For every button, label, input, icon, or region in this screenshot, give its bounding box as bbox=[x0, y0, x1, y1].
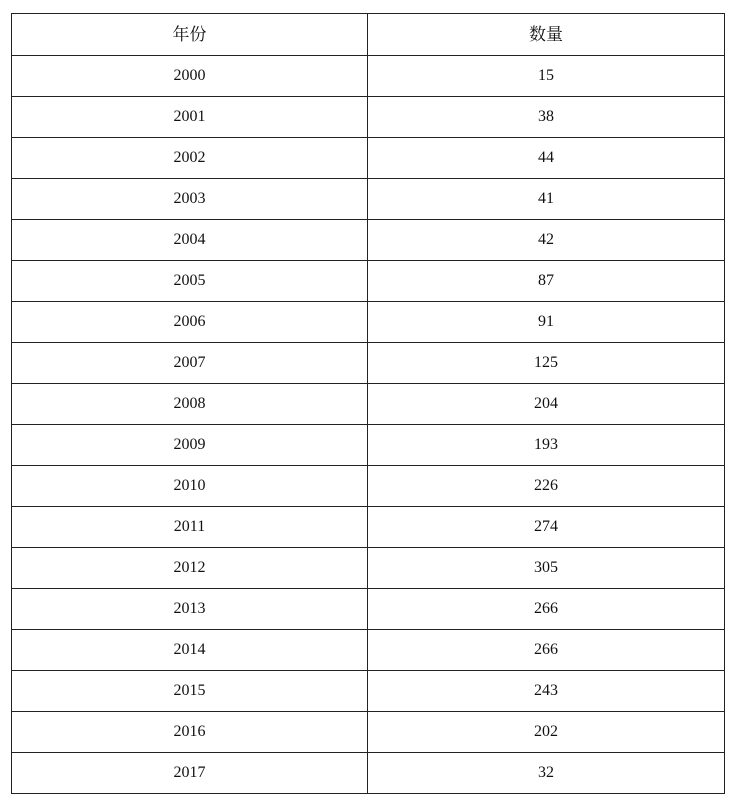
data-table bbox=[11, 13, 725, 794]
table-row bbox=[12, 56, 725, 97]
count-cell: 87 bbox=[368, 261, 725, 302]
table-row bbox=[12, 138, 725, 179]
table-row bbox=[12, 425, 725, 466]
table-row bbox=[12, 302, 725, 343]
count-cell: 202 bbox=[368, 712, 725, 753]
year-cell: 2014 bbox=[12, 630, 368, 671]
year-cell: 2010 bbox=[12, 466, 368, 507]
year-cell: 2007 bbox=[12, 343, 368, 384]
table-body bbox=[12, 56, 725, 794]
count-cell: 274 bbox=[368, 507, 725, 548]
table-row bbox=[12, 507, 725, 548]
header-year: 年份 bbox=[12, 14, 368, 56]
header-count: 数量 bbox=[368, 14, 725, 56]
count-cell: 243 bbox=[368, 671, 725, 712]
count-cell: 305 bbox=[368, 548, 725, 589]
year-cell: 2001 bbox=[12, 97, 368, 138]
count-cell: 38 bbox=[368, 97, 725, 138]
table-row bbox=[12, 466, 725, 507]
year-cell: 2003 bbox=[12, 179, 368, 220]
count-cell: 41 bbox=[368, 179, 725, 220]
year-cell: 2017 bbox=[12, 753, 368, 794]
count-cell: 204 bbox=[368, 384, 725, 425]
table-header-row bbox=[12, 14, 725, 56]
year-cell: 2016 bbox=[12, 712, 368, 753]
year-cell: 2000 bbox=[12, 56, 368, 97]
year-cell: 2013 bbox=[12, 589, 368, 630]
count-cell: 266 bbox=[368, 630, 725, 671]
table-row bbox=[12, 548, 725, 589]
count-cell: 226 bbox=[368, 466, 725, 507]
year-cell: 2002 bbox=[12, 138, 368, 179]
year-cell: 2011 bbox=[12, 507, 368, 548]
year-cell: 2009 bbox=[12, 425, 368, 466]
table-row bbox=[12, 630, 725, 671]
table-row bbox=[12, 261, 725, 302]
table-row bbox=[12, 753, 725, 794]
count-cell: 44 bbox=[368, 138, 725, 179]
year-cell: 2006 bbox=[12, 302, 368, 343]
table-row bbox=[12, 220, 725, 261]
year-cell: 2008 bbox=[12, 384, 368, 425]
year-cell: 2012 bbox=[12, 548, 368, 589]
table-row bbox=[12, 97, 725, 138]
table-row bbox=[12, 384, 725, 425]
year-cell: 2005 bbox=[12, 261, 368, 302]
table-row bbox=[12, 589, 725, 630]
count-cell: 15 bbox=[368, 56, 725, 97]
count-cell: 193 bbox=[368, 425, 725, 466]
count-cell: 91 bbox=[368, 302, 725, 343]
table-row bbox=[12, 712, 725, 753]
year-cell: 2015 bbox=[12, 671, 368, 712]
table-row bbox=[12, 343, 725, 384]
table-row bbox=[12, 671, 725, 712]
count-cell: 32 bbox=[368, 753, 725, 794]
count-cell: 42 bbox=[368, 220, 725, 261]
count-cell: 125 bbox=[368, 343, 725, 384]
year-cell: 2004 bbox=[12, 220, 368, 261]
count-cell: 266 bbox=[368, 589, 725, 630]
table-row bbox=[12, 179, 725, 220]
